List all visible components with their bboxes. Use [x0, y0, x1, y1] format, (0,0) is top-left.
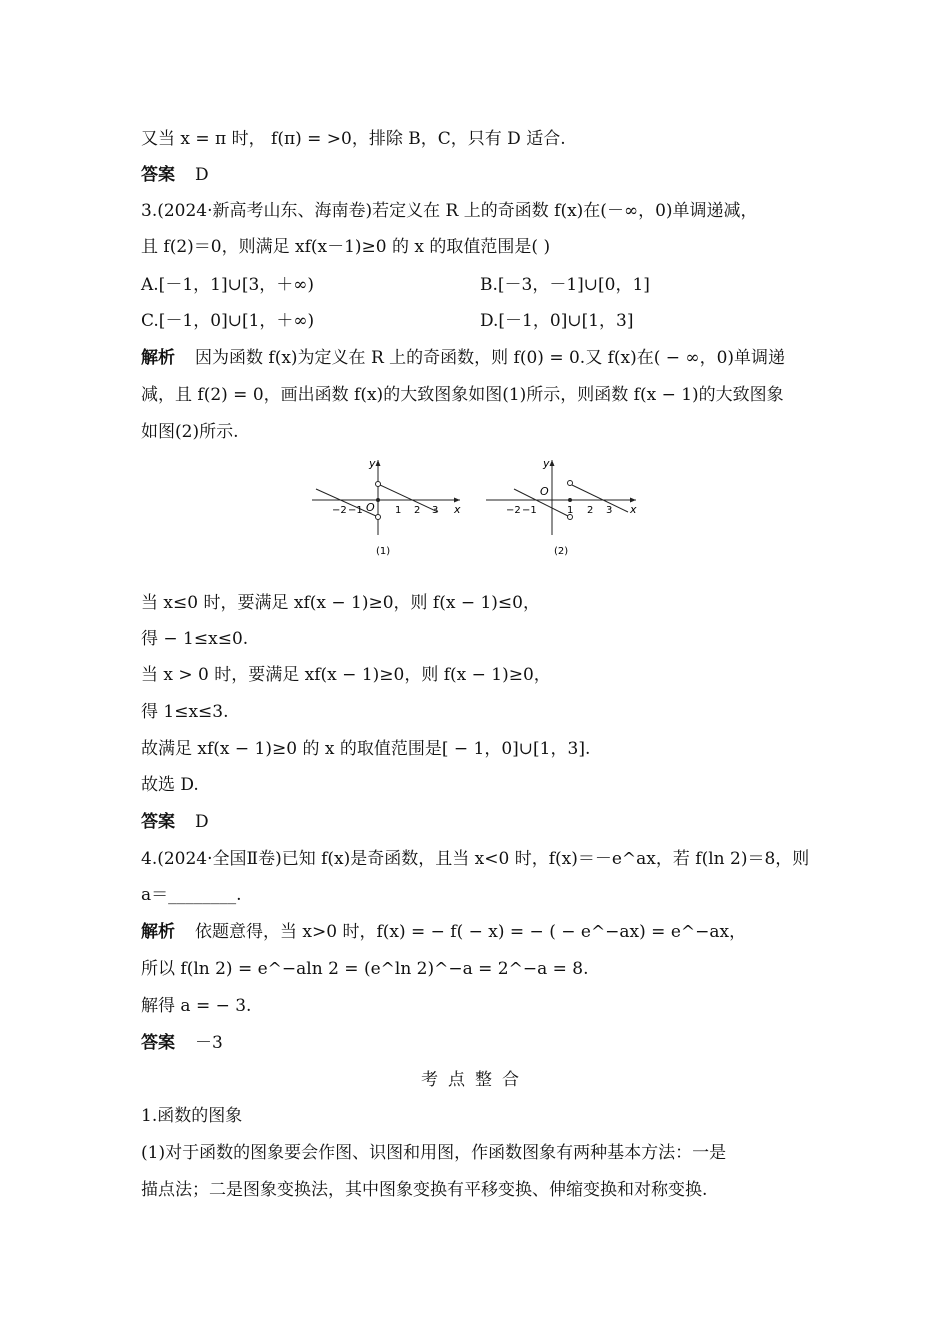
knowledge-text: (1)对于函数的图象要会作图、识图和用图，作函数图象有两种基本方法：一是: [141, 1143, 727, 1163]
option-a: A.[－1，1]∪[3，＋∞): [141, 275, 315, 295]
question-text: 4.(2024·全国Ⅱ卷)已知 f(x)是奇函数，且当 x<0 时，f(x)＝－e^ax，若 f(ln 2)＝8，则: [141, 849, 810, 869]
fig2-y-label: y: [543, 457, 550, 470]
answer-label: 答案: [141, 1033, 175, 1053]
knowledge-heading: 1.函数的图象: [141, 1106, 243, 1126]
solution-text: 所以 f(ln 2) = e^−aln 2 = (e^ln 2)^−a = 2^−a = 8.: [141, 959, 589, 979]
solution-text: 依题意得，当 x>0 时，f(x) = − f( − x) = − ( − e^−ax) = e^−ax，: [195, 922, 747, 942]
fig2-caption: (2): [554, 546, 569, 557]
answer-line: [141, 810, 209, 834]
fig2-point-at-one: [568, 498, 572, 502]
section-title: 考点整合: [421, 1070, 529, 1090]
fig2-tick: −1: [522, 505, 537, 516]
solution-text: 得 − 1≤x≤0.: [141, 629, 249, 649]
solution-text: 如图(2)所示.: [141, 422, 239, 442]
question-text: 且 f(2)＝0，则满足 xf(x－1)≥0 的 x 的取值范围是( ): [141, 237, 551, 257]
figure-2: [486, 457, 637, 557]
figure-graphs: [300, 450, 650, 565]
fig2-x-arrow: [630, 498, 636, 503]
fig2-x-label: x: [630, 503, 637, 516]
answer-value: －3: [195, 1033, 223, 1053]
fig1-y-label: y: [369, 457, 376, 470]
fig2-open-point-top: [568, 481, 573, 486]
answer-label: 答案: [141, 165, 175, 185]
fig1-tick: 1: [395, 505, 402, 516]
fig1-x-label: x: [454, 503, 461, 516]
solution-text: 故满足 xf(x − 1)≥0 的 x 的取值范围是[ − 1，0]∪[1，3].: [141, 739, 591, 759]
option-b: B.[－3，－1]∪[0，1]: [480, 275, 650, 295]
fig1-tick: −2: [332, 505, 347, 516]
solution-text: 当 x≤0 时，要满足 xf(x − 1)≥0，则 f(x − 1)≤0，: [141, 593, 540, 613]
option-c: C.[－1，0]∪[1，＋∞): [141, 311, 315, 331]
solution-text: 得 1≤x≤3.: [141, 702, 229, 722]
fig1-x-arrow: [454, 498, 460, 503]
fig1-origin-point: [376, 498, 380, 502]
answer-line: [141, 1031, 223, 1055]
text-line: 又当 x = π 时， f(π) = >0，排除 B，C，只有 D 适合.: [141, 129, 566, 149]
fig1-right-branch: [380, 485, 438, 512]
fig2-tick: 1: [567, 505, 574, 516]
solution-text: 当 x > 0 时，要满足 xf(x − 1)≥0，则 f(x − 1)≥0，: [141, 665, 551, 685]
answer-value: D: [195, 165, 209, 185]
solution-text: 减，且 f(2) = 0，画出函数 f(x)的大致图象如图(1)所示，则函数 f(x − 1)的大致图象: [141, 385, 784, 405]
answer-value: D: [195, 812, 209, 832]
fig2-right-branch: [572, 485, 628, 512]
fig2-y-arrow: [550, 460, 555, 466]
solution-label: 解析: [141, 922, 175, 942]
question-text: a＝________.: [141, 885, 242, 905]
fig2-tick: 3: [606, 505, 613, 516]
fig1-tick: −1: [348, 505, 363, 516]
solution-label: 解析: [141, 348, 175, 368]
answer-line: [141, 163, 209, 187]
fig2-origin-label: O: [540, 485, 549, 498]
fig1-y-arrow: [376, 460, 381, 466]
fig1-tick: 3: [432, 505, 439, 516]
solution-text: 因为函数 f(x)为定义在 R 上的奇函数，则 f(0) = 0.又 f(x)在( − ∞，0)单调递: [195, 348, 786, 368]
option-d: D.[－1，0]∪[1，3]: [480, 311, 634, 331]
fig1-tick: 2: [414, 505, 421, 516]
answer-label: 答案: [141, 812, 175, 832]
fig1-caption: (1): [376, 546, 391, 557]
solution-line: [141, 920, 746, 944]
question-text: 3.(2024·新高考山东、海南卷)若定义在 R 上的奇函数 f(x)在(－∞，0)单调递减，: [141, 201, 758, 221]
fig1-open-point-top: [376, 482, 381, 487]
fig1-origin-label: O: [366, 501, 375, 514]
fig1-open-point-bottom: [376, 515, 381, 520]
solution-text: 故选 D.: [141, 775, 199, 795]
fig2-tick: −2: [506, 505, 521, 516]
fig2-tick: 2: [587, 505, 594, 516]
solution-text: 解得 a = − 3.: [141, 996, 252, 1016]
figure-1: [312, 457, 461, 557]
knowledge-text: 描点法；二是图象变换法，其中图象变换有平移变换、伸缩变换和对称变换.: [141, 1180, 708, 1200]
solution-line: [141, 346, 785, 370]
